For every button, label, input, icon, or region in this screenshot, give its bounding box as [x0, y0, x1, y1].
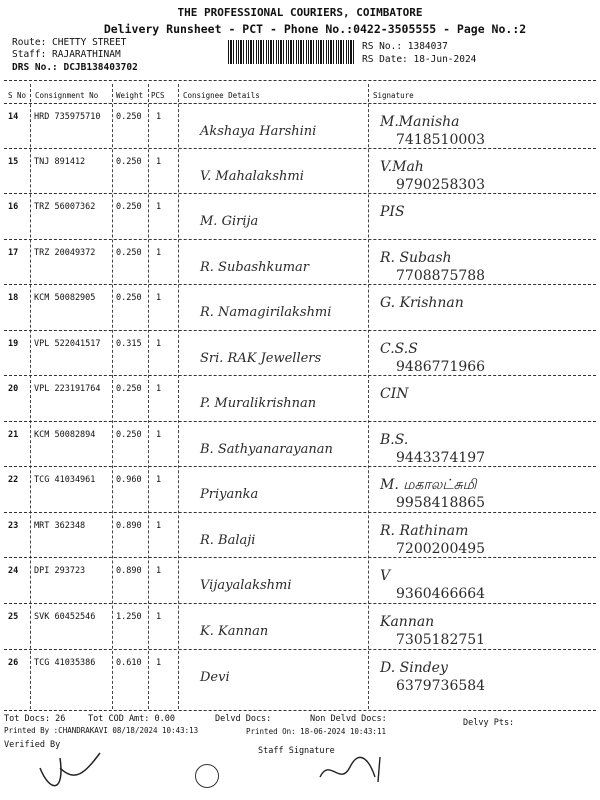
- col-separator: [148, 84, 149, 709]
- row-consignment-no: SVK 60452546: [34, 612, 96, 622]
- row-phone: 7305182751: [396, 632, 486, 648]
- row-weight: 0.960: [116, 475, 142, 485]
- drs-number: DRS No.: DCJB138403702: [12, 62, 138, 73]
- non-delivered-docs: Non Delvd Docs:: [310, 714, 387, 724]
- row-sno: 24: [8, 566, 19, 576]
- row-separator: [4, 557, 596, 558]
- row-sno: 26: [8, 658, 19, 668]
- printed-by: Printed By :CHANDRAKAVI 08/18/2024 10:43:13: [4, 726, 199, 735]
- row-consignee: R. Balaji: [200, 533, 256, 548]
- row-pcs: 1: [156, 521, 162, 531]
- row-signature: R. Rathinam: [380, 523, 469, 539]
- row-weight: 0.250: [116, 248, 142, 258]
- delivery-points: Delvy Pts:: [463, 718, 515, 728]
- row-pcs: 1: [156, 112, 162, 122]
- row-sno: 22: [8, 475, 19, 485]
- row-consignment-no: TRZ 20049372: [34, 248, 96, 258]
- row-consignment-no: VPL 223191764: [34, 384, 101, 394]
- barcode-image: [228, 40, 356, 64]
- row-weight: 1.250: [116, 612, 142, 622]
- row-consignee: B. Sathyanarayanan: [200, 442, 333, 457]
- col-separator: [178, 84, 179, 709]
- staff-signature-label: Staff Signature: [258, 746, 335, 756]
- header-rule-top: [4, 80, 596, 81]
- row-pcs: 1: [156, 430, 162, 440]
- delivered-docs: Delvd Docs:: [215, 714, 272, 724]
- row-separator: [4, 421, 596, 422]
- row-sno: 23: [8, 521, 19, 531]
- rs-date: RS Date: 18-Jun-2024: [362, 54, 477, 65]
- col-separator: [112, 84, 113, 709]
- row-pcs: 1: [156, 293, 162, 303]
- row-pcs: 1: [156, 248, 162, 258]
- row-consignee: Priyanka: [200, 487, 259, 502]
- row-consignee: P. Muralikrishnan: [200, 396, 317, 411]
- row-separator: [4, 375, 596, 376]
- col-weight: Weight: [116, 91, 144, 100]
- row-phone: 9443374197: [396, 450, 486, 466]
- row-weight: 0.610: [116, 658, 142, 668]
- row-signature: B.S.: [380, 432, 409, 448]
- row-weight: 0.250: [116, 384, 142, 394]
- row-consignee: Sri. RAK Jewellers: [200, 351, 322, 366]
- row-phone: 7708875788: [396, 268, 486, 284]
- row-signature: M. மகாலட்சுமி: [380, 477, 477, 493]
- row-signature: G. Krishnan: [380, 295, 464, 311]
- row-consignment-no: KCM 50082905: [34, 293, 96, 303]
- row-pcs: 1: [156, 658, 162, 668]
- row-consignee: K. Kannan: [200, 624, 269, 639]
- col-consignment: Consignment No: [35, 91, 99, 100]
- row-consignee: Vijayalakshmi: [200, 578, 292, 593]
- company-name: THE PROFESSIONAL COURIERS, COIMBATORE: [177, 6, 423, 19]
- row-separator: [4, 239, 596, 240]
- verifier-signature-scribble: [30, 748, 110, 798]
- row-consignment-no: MRT 362348: [34, 521, 86, 531]
- row-phone: 9486771966: [396, 359, 486, 375]
- row-signature: PIS: [380, 204, 405, 220]
- row-pcs: 1: [156, 157, 162, 167]
- rs-number: RS No.: 1384037: [362, 41, 448, 52]
- row-consignment-no: KCM 50082894: [34, 430, 96, 440]
- row-pcs: 1: [156, 384, 162, 394]
- row-consignment-no: HRD 735975710: [34, 112, 101, 122]
- staff-label: Staff: RAJARATHINAM: [12, 49, 121, 60]
- row-weight: 0.250: [116, 430, 142, 440]
- route-label: Route: CHETTY STREET: [12, 37, 127, 48]
- row-weight: 0.250: [116, 157, 142, 167]
- total-cod-amount: Tot COD Amt: 0.00: [88, 714, 175, 724]
- verified-by-label: Verified By: [4, 740, 61, 750]
- row-pcs: 1: [156, 339, 162, 349]
- row-consignee: Akshaya Harshini: [200, 124, 317, 139]
- row-sno: 21: [8, 430, 19, 440]
- row-phone: 9790258303: [396, 177, 486, 193]
- verifier-initial-stamp: [195, 764, 219, 788]
- row-weight: 0.250: [116, 112, 142, 122]
- row-sno: 15: [8, 157, 19, 167]
- row-sno: 18: [8, 293, 19, 303]
- row-signature: R. Subash: [380, 250, 452, 266]
- row-separator: [4, 649, 596, 650]
- printed-on: Printed On: 18-06-2024 10:43:11: [246, 727, 386, 736]
- row-weight: 0.315: [116, 339, 142, 349]
- row-separator: [4, 103, 596, 104]
- col-sno: S No: [8, 91, 27, 100]
- row-separator: [4, 148, 596, 149]
- row-signature: M.Manisha: [380, 114, 460, 130]
- row-phone: 7200200495: [396, 541, 486, 557]
- row-signature: V: [380, 568, 391, 584]
- row-signature: C.S.S: [380, 341, 418, 357]
- row-phone: 6379736584: [396, 678, 486, 694]
- row-separator: [4, 466, 596, 467]
- row-sno: 20: [8, 384, 19, 394]
- total-docs: Tot Docs: 26: [4, 714, 66, 724]
- col-separator: [368, 84, 369, 709]
- row-signature: D. Sindey: [380, 660, 448, 676]
- row-phone: 9360466664: [396, 586, 486, 602]
- row-separator: [4, 330, 596, 331]
- footer-rule: [4, 710, 596, 711]
- row-phone: 9958418865: [396, 495, 486, 511]
- row-signature: V.Mah: [380, 159, 424, 175]
- row-separator: [4, 603, 596, 604]
- row-consignment-no: TRZ 56007362: [34, 202, 96, 212]
- row-separator: [4, 284, 596, 285]
- row-pcs: 1: [156, 612, 162, 622]
- row-consignee: R. Namagirilakshmi: [200, 305, 332, 320]
- row-separator: [4, 512, 596, 513]
- col-signature: Signature: [373, 91, 414, 100]
- col-separator: [30, 84, 31, 709]
- row-signature: Kannan: [380, 614, 435, 630]
- row-consignment-no: DPI 293723: [34, 566, 86, 576]
- row-sno: 16: [8, 202, 19, 212]
- row-consignee: M. Girija: [200, 214, 259, 229]
- row-consignment-no: TNJ 891412: [34, 157, 86, 167]
- row-signature: CIN: [380, 386, 409, 402]
- col-pcs: PCS: [151, 91, 165, 100]
- col-consignee: Consignee Details: [183, 91, 260, 100]
- row-separator: [4, 193, 596, 194]
- row-sno: 19: [8, 339, 19, 349]
- row-sno: 14: [8, 112, 19, 122]
- row-consignee: Devi: [200, 670, 230, 685]
- row-phone: 7418510003: [396, 132, 486, 148]
- row-weight: 0.250: [116, 202, 142, 212]
- row-pcs: 1: [156, 475, 162, 485]
- row-sno: 25: [8, 612, 19, 622]
- row-weight: 0.890: [116, 566, 142, 576]
- row-weight: 0.890: [116, 521, 142, 531]
- row-consignee: R. Subashkumar: [200, 260, 309, 275]
- row-consignment-no: TCG 41035386: [34, 658, 96, 668]
- row-consignee: V. Mahalakshmi: [200, 169, 304, 184]
- staff-signature-scribble: [315, 752, 395, 792]
- row-sno: 17: [8, 248, 19, 258]
- row-consignment-no: TCG 41034961: [34, 475, 96, 485]
- runsheet-subtitle: Delivery Runsheet - PCT - Phone No.:0422-3505555 - Page No.:2: [103, 22, 527, 36]
- row-weight: 0.250: [116, 293, 142, 303]
- row-pcs: 1: [156, 566, 162, 576]
- row-pcs: 1: [156, 202, 162, 212]
- row-consignment-no: VPL 522041517: [34, 339, 101, 349]
